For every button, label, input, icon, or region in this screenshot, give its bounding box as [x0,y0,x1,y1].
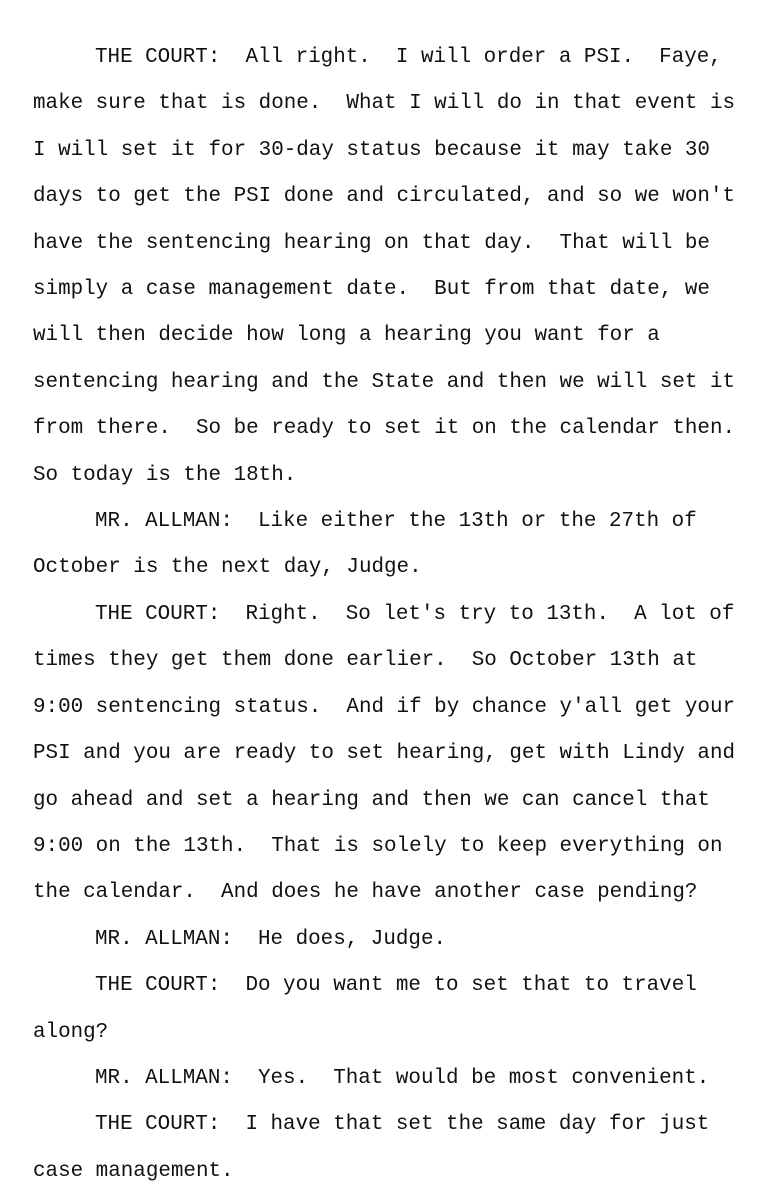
transcript-line: All right. I will order a PSI. Faye, [245,46,722,69]
transcript-paragraph [33,592,763,917]
transcript-paragraph [33,917,763,963]
transcript-line: Right. So let's try to 13th. A lot of [245,602,735,626]
transcript-line: 9:00 sentencing status. And if by chance y'all get your [33,695,736,719]
transcript-line: times they get them done earlier. So October 13th at [33,649,698,673]
transcript-paragraph [33,1056,763,1102]
transcript-paragraph [33,963,763,1056]
speaker-label: MR. ALLMAN: [95,927,233,951]
transcript-line: the calendar. And does he have another case pending? [33,881,698,905]
transcript-line: sentencing hearing and the State and then we will set it [33,370,736,394]
transcript-line: October is the next day, Judge. [33,556,422,580]
transcript-line: He does, Judge. [257,927,447,951]
transcript-paragraph [33,1102,763,1195]
transcript-line: 9:00 on the 13th. That is solely to keep everything on [33,834,723,858]
speaker-label: THE COURT: [95,46,221,69]
transcript-paragraph [33,499,763,592]
transcript-paragraph [33,35,763,499]
speaker-label: THE COURT: [95,974,221,998]
transcript-line: along? [33,1020,109,1044]
speaker-label: THE COURT: [95,1113,221,1137]
transcript-line: I will set it for 30-day status because it may take 30 [33,138,710,162]
transcript-line: Like either the 13th or the 27th of [257,510,697,534]
transcript-line: go ahead and set a hearing and then we can cancel that [33,788,710,812]
transcript-line: will then decide how long a hearing you want for a [33,324,660,348]
transcript-line: from there. So be ready to set it on the calendar then. [33,417,736,441]
speaker-label: THE COURT: [95,602,221,626]
transcript-line: make sure that is done. What I will do in that event is [33,92,736,116]
transcript-line: So today is the 18th. [33,463,297,487]
transcript-line: Yes. That would be most convenient. [257,1066,710,1090]
transcript-line: days to get the PSI done and circulated, and so we won't [33,185,736,209]
transcript-line: have the sentencing hearing on that day. That will be [33,231,710,255]
transcript-line: case management. [33,1159,234,1183]
speaker-label: MR. ALLMAN: [95,510,233,534]
transcript-line: simply a case management date. But from that date, we [33,278,710,302]
transcript-line: PSI and you are ready to set hearing, get with Lindy and [33,742,736,766]
transcript-body [33,35,763,1195]
transcript-line: Do you want me to set that to travel [245,974,697,998]
speaker-label: MR. ALLMAN: [95,1066,233,1090]
transcript-line: I have that set the same day for just [245,1113,710,1137]
